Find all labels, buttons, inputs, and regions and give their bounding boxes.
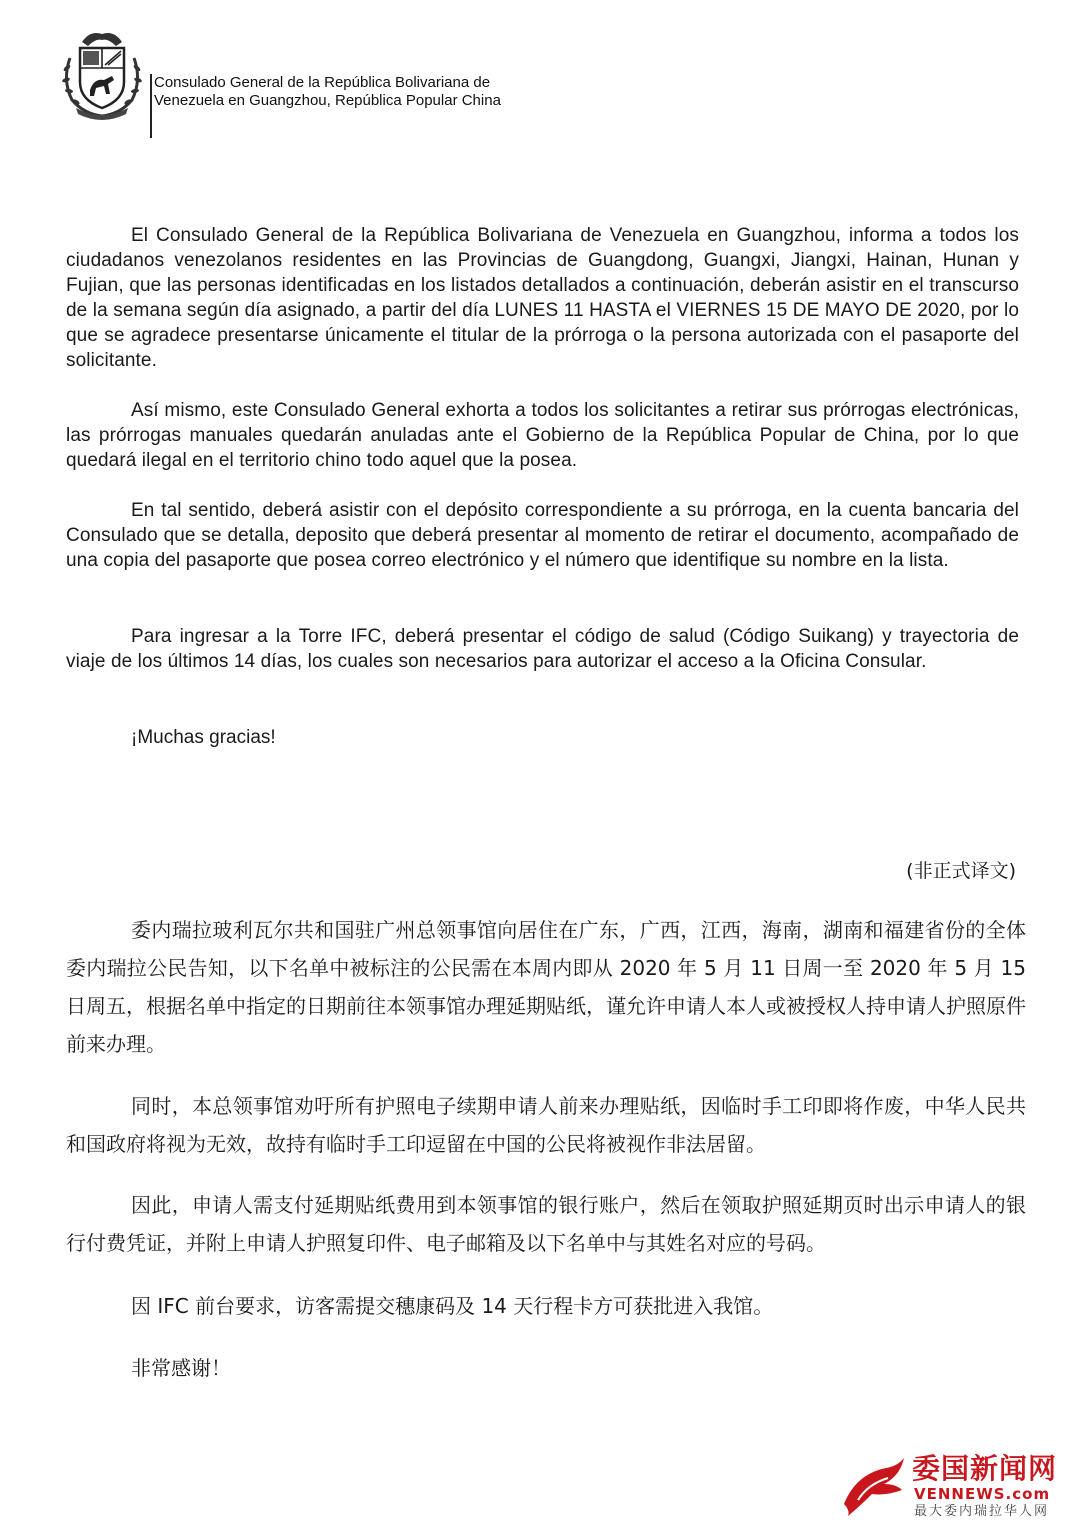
spanish-paragraph-3	[66, 498, 1019, 573]
spanish-paragraph-2	[66, 398, 1019, 473]
spanish-paragraph-1-text: El Consulado General de la República Bolivariana de Venezuela en Guangzhou, informa a todos los ciudadanos venezolanos residentes en las Provincias de Guangdong, Guangxi, Jiangxi, Hainan, Hunan y Fujian, que las personas identificadas en los listados detallados a continuación, deberán asistir en el transcurso de la semana según día asignado, a partir del día LUNES 11 HASTA el VIERNES 15 DE MAYO DE 2020, por lo que se agradece presentarse únicamente el titular de la prórroga o la persona autorizada con el pasaporte del solicitante.	[66, 225, 1019, 371]
chinese-paragraph-2: 同时，本总领事馆劝吁所有护照电子续期申请人前来办理贴纸，因临时手工印即将作废，中华人民共和国政府将视为无效，故持有临时手工印逗留在中国的公民将被视作非法居留。	[66, 1094, 1026, 1156]
vennews-bird-logo-icon	[838, 1454, 908, 1520]
watermark-tagline: 最大委内瑞拉华人网	[914, 1504, 1050, 1519]
consulate-name-line2: Venezuela en Guangzhou, República Popular China	[154, 92, 501, 109]
watermark-site-name: 委国新闻网	[912, 1452, 1058, 1485]
vennews-watermark	[838, 1452, 1078, 1524]
spanish-paragraph-4	[66, 624, 1019, 674]
spanish-paragraph-4-text: Para ingresar a la Torre IFC, deberá presentar el código de salud (Código Suikang) y trayectoria de viaje de los últimos 14 días, los cuales son necesarios para autorizar el acceso a la Oficina Consular.	[66, 626, 1019, 672]
watermark-url: VENNEWS.com	[914, 1485, 1051, 1503]
spanish-paragraph-1	[66, 223, 1019, 373]
spanish-paragraph-3-text: En tal sentido, deberá asistir con el depósito correspondiente a su prórroga, en la cuenta bancaria del Consulado que se detalla, deposito que deberá presentar al momento de retirar el documento, acompañado de una copia del pasaporte que posea correo electrónico y el número que identifique su nombre en la lista.	[66, 500, 1019, 571]
chinese-paragraph-3: 因此，申请人需支付延期贴纸费用到本领事馆的银行账户，然后在领取护照延期页时出示申请人的银行付费凭证，并附上申请人护照复印件、电子邮箱及以下名单中与其姓名对应的号码。	[66, 1193, 1026, 1255]
chinese-paragraph-4: 因 IFC 前台要求，访客需提交穗康码及 14 天行程卡方可获批进入我馆。	[131, 1294, 774, 1318]
header-divider	[150, 74, 152, 138]
consulate-name	[154, 74, 501, 110]
venezuela-coat-of-arms-icon	[58, 28, 146, 120]
letterhead	[58, 28, 658, 128]
translation-note: (非正式译文)	[906, 860, 1016, 882]
chinese-paragraph-1: 委内瑞拉玻利瓦尔共和国驻广州总领事馆向居住在广东，广西，江西，海南，湖南和福建省份的全体委内瑞拉公民告知，以下名单中被标注的公民需在本周内即从 2020 年 5 月 11 日周一至 2020 年 5 月 15 日周五，根据名单中指定的日期前往本领事馆办理延期贴纸，谨允许申请人本人或被授权人持申请人护照原件前来办理。	[66, 918, 1026, 1056]
consulate-name-line1: Consulado General de la República Bolivariana de	[154, 74, 491, 91]
chinese-thanks: 非常感谢！	[131, 1356, 231, 1380]
spanish-thanks: ¡Muchas gracias!	[131, 727, 276, 748]
spanish-paragraph-2-text: Así mismo, este Consulado General exhorta a todos los solicitantes a retirar sus prórrogas electrónicas, las prórrogas manuales quedarán anuladas ante el Gobierno de la República Popular de China, por lo que quedará ilegal en el territorio chino todo aquel que la posea.	[66, 400, 1019, 471]
